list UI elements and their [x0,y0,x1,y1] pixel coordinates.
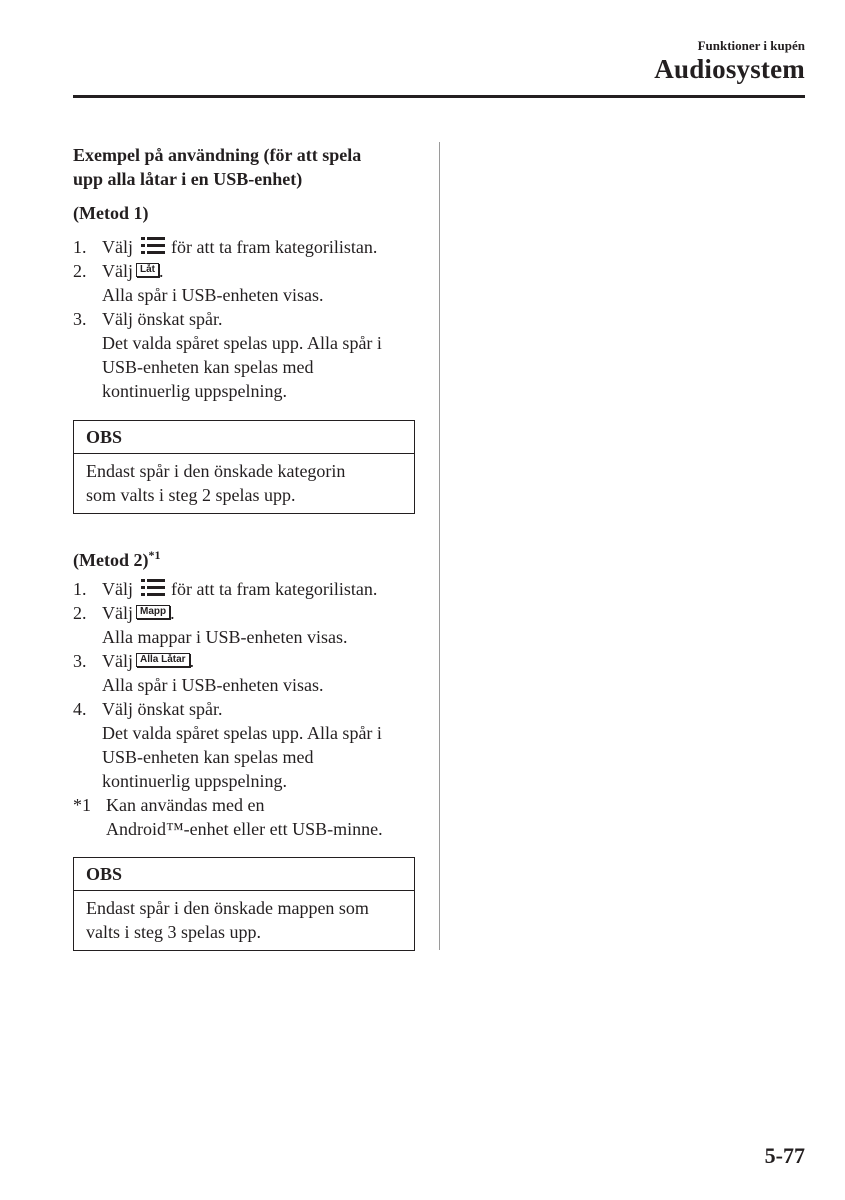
step-text-after: . [189,651,195,671]
step-text: Välj [102,603,133,623]
obs-body [74,891,414,950]
method2-label: (Metod 2)$^{*1}$ [73,548,161,570]
step-number: 3. [73,651,87,671]
obs-line: som valts i steg 2 spelas upp. [86,485,296,505]
step-number: 2. [73,603,87,623]
step-text: Välj [102,261,133,281]
method1-step3-desc-2: USB-enheten kan spelas med [102,357,314,377]
method2-step3-desc: Alla spår i USB-enheten visas. [102,675,324,695]
step-number: 2. [73,261,87,281]
method2-step4-desc-2: USB-enheten kan spelas med [102,747,314,767]
obs-line: Endast spår i den önskade kategorin [86,461,346,481]
step-text-after: . [159,261,164,281]
footnote-line2: Android™-enhet eller ett USB-minne. [106,819,383,839]
step-number: 1. [73,237,87,257]
example-heading-line2: upp alla låtar i en USB-enhet) [73,169,303,189]
method1-step3-desc-1: Det valda spåret spelas upp. Alla spår i [102,333,382,353]
obs-note-1 [73,420,415,514]
step-text: Välj [102,579,133,599]
step-number: 3. [73,309,87,329]
method2-step4-desc-1: Det valda spåret spelas upp. Alla spår i [102,723,382,743]
obs-body [74,454,414,513]
step-number: 4. [73,699,87,719]
method1-label: (Metod 1) [73,203,149,223]
obs-line: valts i steg 3 spelas upp. [86,922,261,942]
method2-step4-desc-3: kontinuerlig uppspelning. [102,771,287,791]
step-text: Välj önskat spår. [102,309,223,329]
method2-step2-desc: Alla mappar i USB-enheten visas. [102,627,348,647]
step-number: 1. [73,579,87,599]
example-heading [73,143,418,191]
obs-title: OBS [74,421,414,454]
obs-note-2 [73,857,415,951]
method1-step3-desc-3: kontinuerlig uppspelning. [102,381,287,401]
obs-title: OBS [74,858,414,891]
column-divider [439,142,440,950]
example-heading-line1: Exempel på användning (för att spela [73,145,362,165]
section-name: Funktioner i kupén [697,38,805,53]
method1-step2-desc: Alla spår i USB-enheten visas. [102,285,324,305]
step-text: Välj önskat spår. [102,699,223,719]
step-text: Välj [102,651,133,671]
alla-latar-button: Alla Låtar [136,653,190,667]
lat-button: Låt [136,263,159,277]
list-menu-icon [141,579,165,596]
header-rule [73,95,805,98]
list-menu-icon [141,237,165,254]
footnote-mark: *1 [148,548,161,562]
step-text-after: för att ta fram kategorilistan. [171,237,378,257]
step-text-after: för att ta fram kategorilistan. [171,579,378,599]
obs-line: Endast spår i den önskade mappen som [86,898,369,918]
step-text: Välj [102,237,133,257]
footnote [73,793,265,817]
mapp-button: Mapp [136,605,170,619]
page-number: 5-77 [764,1143,805,1168]
footnote-line1: Kan användas med en [106,795,265,815]
step-text-after: . [170,603,175,623]
footnote-mark: *1 [73,795,91,815]
page-title: Audiosystem [654,54,805,84]
